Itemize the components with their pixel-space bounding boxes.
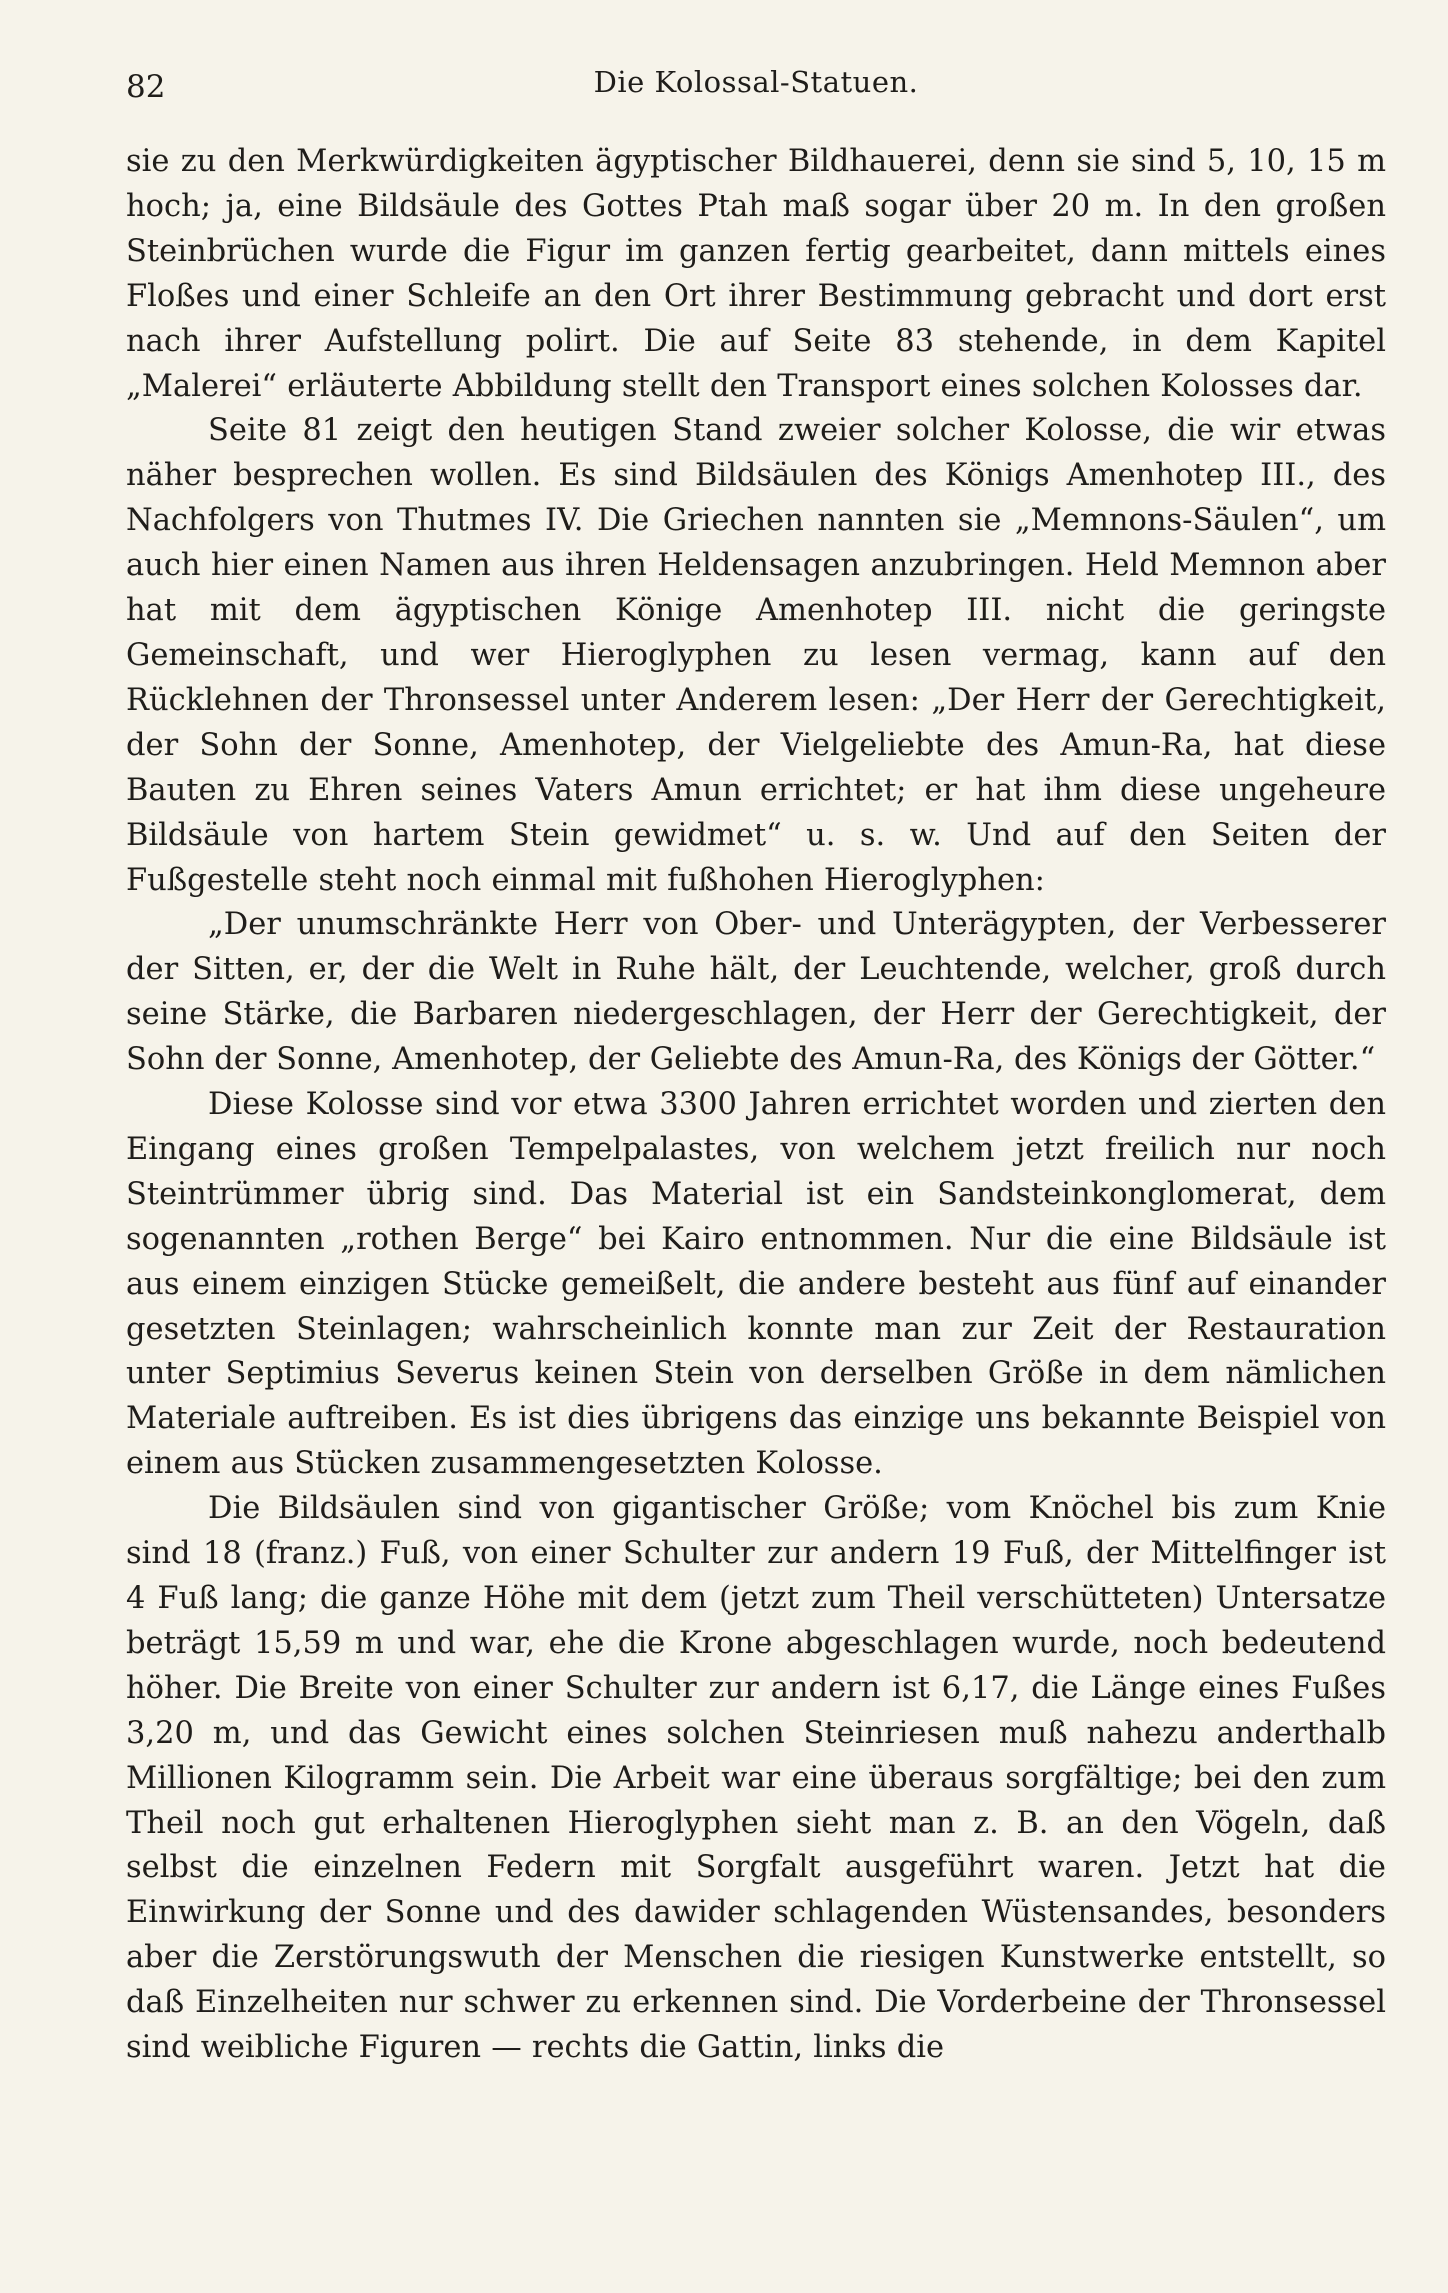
page-header (126, 62, 1386, 116)
paragraph-1: sie zu den Merkwürdigkeiten ägyptischer Bildhauerei, denn sie sind 5, 10, 15 m hoch; ja, eine Bildsäule des Gottes Ptah maß sogar über 20 m. In den großen Steinbrüchen wurde die Figur im ganzen fertig gearbeitet, dann mittels eines Floßes und einer Schleife an den Ort ihrer Bestimmung gebracht und dort erst nach ihrer Aufstellung polirt. Die auf Seite 83 stehende, in dem Kapitel „Malerei“ erläuterte Abbildung stellt den Transport eines solchen Kolosses dar. (126, 144, 1386, 404)
body-text (126, 140, 1386, 2071)
paragraph-2: Seite 81 zeigt den heutigen Stand zweier solcher Kolosse, die wir etwas näher besprechen wollen. Es sind Bildsäulen des Königs Amenhotep III., des Nachfolgers von Thutmes IV. Die Griechen nannten sie „Memnons-Säulen“, um auch hier einen Namen aus ihren Heldensagen anzubringen. Held Memnon aber hat mit dem ägyptischen Könige Amenhotep III. nicht die geringste Gemeinschaft, und wer Hieroglyphen zu lesen vermag, kann auf den Rücklehnen der Thronsessel unter Anderem lesen: „Der Herr der Gerechtigkeit, der Sohn der Sonne, Amenhotep, der Vielgeliebte des Amun-Ra, hat diese Bauten zu Ehren seines Vaters Amun errichtet; er hat ihm diese ungeheure Bildsäule von hartem Stein gewidmet“ u. s. w. Und auf den Seiten der Fußgestelle steht noch einmal mit fußhohen Hieroglyphen: (126, 413, 1386, 898)
paragraph-3: Diese Kolosse sind vor etwa 3300 Jahren errichtet worden und zierten den Eingang eines großen Tempelpalastes, von welchem jetzt freilich nur noch Steintrümmer übrig sind. Das Material ist ein Sandsteinkonglomerat, dem sogenannten „rothen Berge“ bei Kairo entnommen. Nur die eine Bildsäule ist aus einem einzigen Stücke gemeißelt, die andere besteht aus fünf auf einander gesetzten Steinlagen; wahrscheinlich konnte man zur Zeit der Restauration unter Septimius Severus keinen Stein von derselben Größe in dem nämlichen Materiale auftreiben. Es ist dies übrigens das einzige uns bekannte Beispiel von einem aus Stücken zusammengesetzten Kolosse. (126, 1087, 1386, 1482)
running-title: Die Kolossal-Statuen. (593, 65, 919, 99)
page-number: 82 (126, 69, 166, 105)
paragraph-4: Die Bildsäulen sind von gigantischer Größe; vom Knöchel bis zum Knie sind 18 (franz.) Fuß, von einer Schulter zur andern 19 Fuß, der Mittelfinger ist 4 Fuß lang; die ganze Höhe mit dem (jetzt zum Theil verschütteten) Untersatze beträgt 15,59 m und war, ehe die Krone abgeschlagen wurde, noch bedeutend höher. Die Breite von einer Schulter zur andern ist 6,17, die Länge eines Fußes 3,20 m, und das Gewicht eines solchen Steinriesen muß nahezu anderthalb Millionen Kilogramm sein. Die Arbeit war eine überaus sorgfältige; bei den zum Theil noch gut erhaltenen Hieroglyphen sieht man z. B. an den Vögeln, daß selbst die einzelnen Federn mit Sorgfalt ausgeführt waren. Jetzt hat die Einwirkung der Sonne und des dawider schlagenden Wüstensandes, besonders aber die Zerstörungswuth der Menschen die riesigen Kunstwerke entstellt, so daß Einzelheiten nur schwer zu erkennen sind. Die Vorderbeine der Thronsessel sind weibliche Figuren — rechts die Gattin, links die (126, 1491, 1386, 2066)
inscription-quote: „Der unumschränkte Herr von Ober- und Unterägypten, der Verbesserer der Sitten, er, der die Welt in Ruhe hält, der Leuchtende, welcher, groß durch seine Stärke, die Barbaren niedergeschlagen, der Herr der Gerechtigkeit, der Sohn der Sonne, Amenhotep, der Geliebte des Amun-Ra, des Königs der Götter.“ (126, 907, 1386, 1078)
